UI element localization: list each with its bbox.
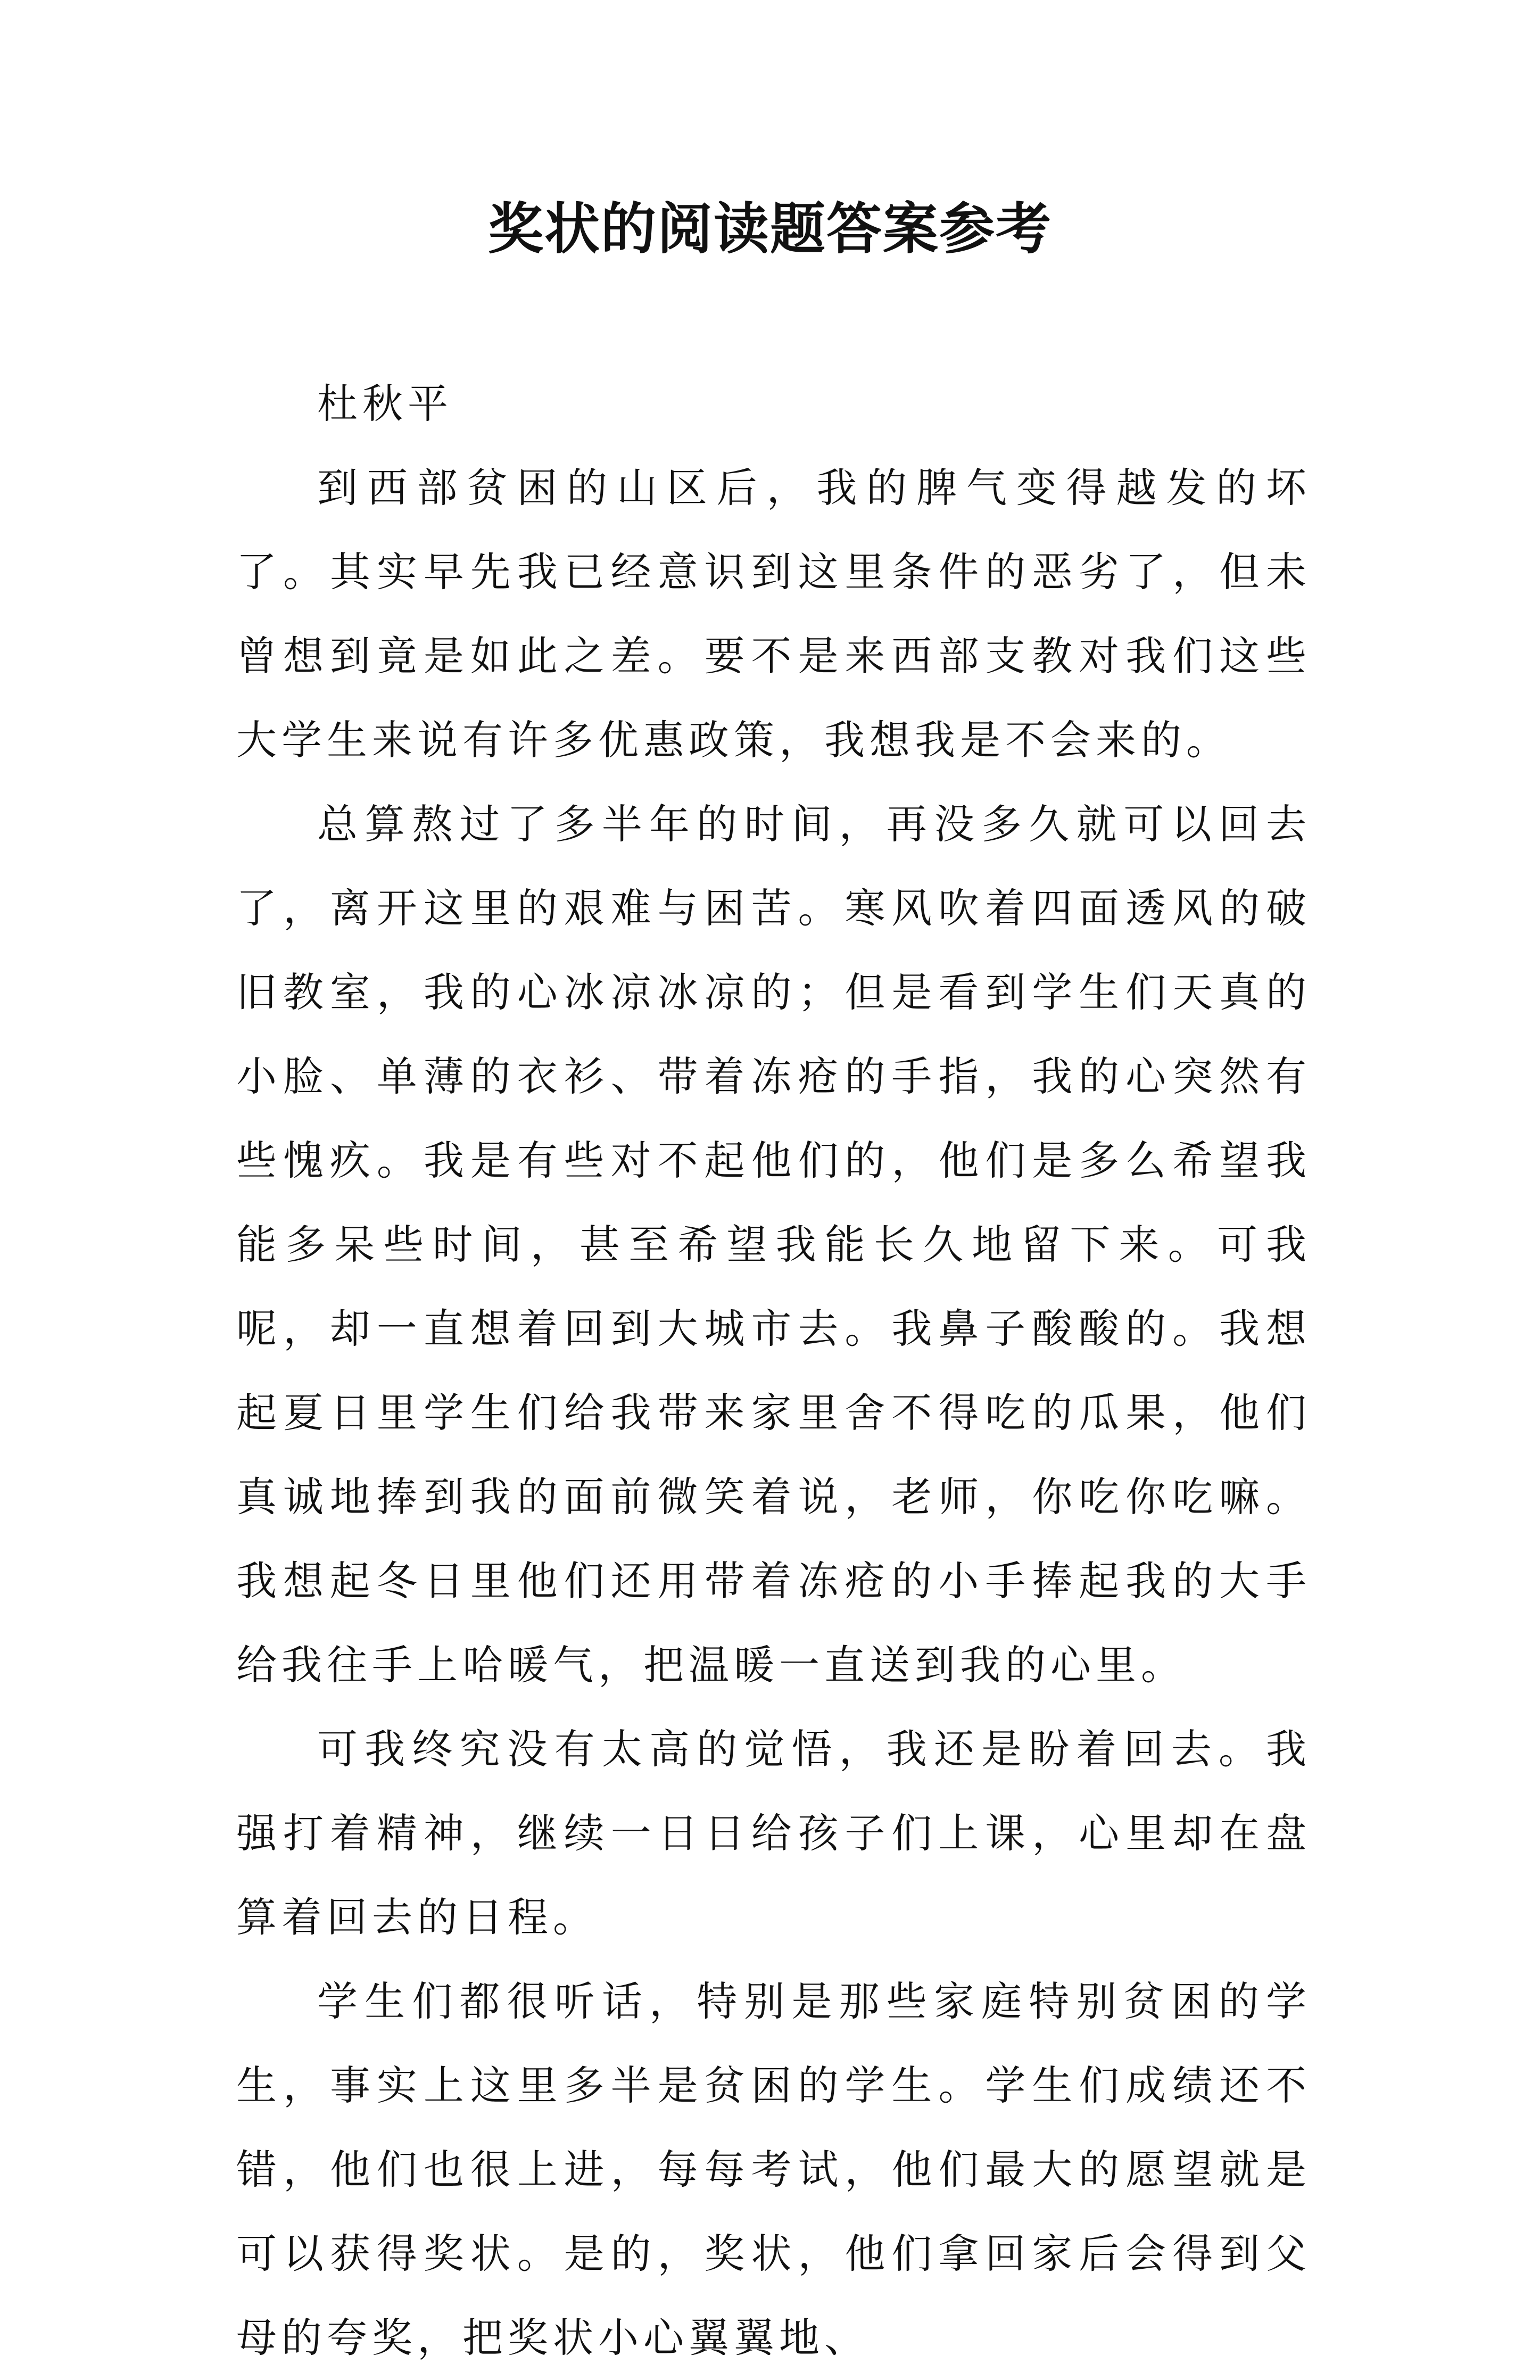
document-title: 奖状的阅读题答案参考 xyxy=(487,196,1052,261)
paragraph-3: 可我终究没有太高的觉悟，我还是盼着回去。我强打着精神，继续一日日给孩子们上课，心里却在盘算着回去的日程。 xyxy=(236,1725,1311,1941)
paragraph-1: 到西部贫困的山区后，我的脾气变得越发的坏了。其实早先我已经意识到这里条件的恶劣了，但未曾想到竟是如此之差。要不是来西部支教对我们这些大学生来说有许多优惠政策，我想我是不会来的。 xyxy=(236,464,1311,764)
author-line: 杜秋平 xyxy=(317,380,453,427)
paragraph-4: 学生们都很听话，特别是那些家庭特别贫困的学生，事实上这里多半是贫困的学生。学生们成绩还不错，他们也很上进，每每考试，他们最大的愿望就是可以获得奖状。是的，奖状，他们拿回家后会得到父母的夸奖，把奖状小心翼翼地、 xyxy=(236,1978,1311,2361)
paragraph-2: 总算熬过了多半年的时间，再没多久就可以回去了，离开这里的艰难与困苦。寒风吹着四面透风的破旧教室，我的心冰凉冰凉的；但是看到学生们天真的小脸、单薄的衣衫、带着冻疮的手指，我的心突然有些愧疚。我是有些对不起他们的，他们是多么希望我能多呆些时间，甚至希望我能长久地留下来。可我呢，却一直想着回到大城市去。我鼻子酸酸的。我想起夏日里学生们给我带来家里舍不得吃的瓜果，他们真诚地捧到我的面前微笑着说，老师，你吃你吃嘛。我想起冬日里他们还用带着冻疮的小手捧起我的大手给我往手上哈暖气，把温暖一直送到我的心里。 xyxy=(236,800,1311,1689)
document-body xyxy=(236,362,1311,2380)
